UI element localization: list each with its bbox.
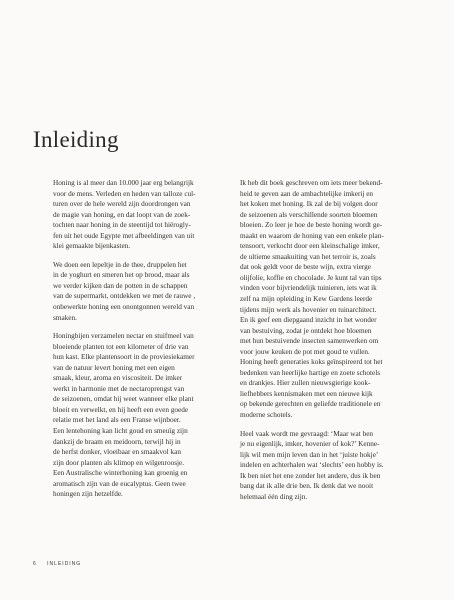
text-line: We doen een lepeltje in de thee, druppelen het xyxy=(53,260,187,269)
text-line: Een lentehoning kan licht goud en smeuïg zijn xyxy=(53,427,188,436)
text-line: Een Australische winterhoning kan groenig en xyxy=(53,469,188,478)
paragraph xyxy=(240,178,423,421)
text-line: je nu eigenlijk, imker, hovenier of kok?’ Kenne- xyxy=(240,440,380,449)
page-number: 6 xyxy=(33,561,37,567)
text-line: Honing heeft generaties koks geïnspireerd tot het xyxy=(240,358,383,367)
text-line: voor de mens. Verleden en heden van talloze cul- xyxy=(53,189,196,198)
text-line: tochten naar honing in de steentijd tot hiërogly- xyxy=(53,221,191,230)
page-footer xyxy=(33,561,81,567)
text-line: turen over de hele wereld zijn doordrongen van xyxy=(53,200,191,209)
text-line: het koken met honing. Ik zal de bij volgen door xyxy=(240,200,378,209)
paragraph xyxy=(240,429,423,503)
text-line: de magie van honing, en dat loopt van de zoek- xyxy=(53,210,191,219)
text-line: aromatisch zijn van de eucalyptus. Geen twee xyxy=(53,479,186,488)
text-line: smaken. xyxy=(53,313,77,322)
text-line: we verder kijken dan de potten in de schappen xyxy=(53,281,188,290)
text-line: van de supermarkt, ontdekken we met de rauwe , xyxy=(53,292,196,301)
text-line: indelen en achterhalen wat ‘slechts’ een hobby is. xyxy=(240,461,384,470)
text-line: onbewerkte honing een onontgonnen wereld van xyxy=(53,303,195,312)
running-head: INLEIDING xyxy=(47,561,82,567)
text-line: hun kast. Elke plantensoort in de proviesiekamer xyxy=(53,353,195,362)
text-line: Ik heb dit boek geschreven om iets meer bekend- xyxy=(240,179,383,187)
text-line: van bestuiving, zodat je ontdekt hoe bloemen xyxy=(240,326,372,335)
text-line: moderne schotels. xyxy=(240,411,293,420)
paragraph xyxy=(53,331,236,500)
text-line: zelf na mijn opleiding in Kew Gardens leerde xyxy=(240,295,373,304)
text-line: olijfolie, koffie en chocolade. Je kunt tal van tips xyxy=(240,273,382,282)
text-line: En ik geef een diepgaand inzicht in het wonder xyxy=(240,316,377,325)
text-line: de seizoenen, omdat hij weet wanneer elke plant xyxy=(53,395,194,404)
text-line: fen uit het oude Egypte met afbeeldingen van uit xyxy=(53,231,195,240)
text-line: Honing is al meer dan 10.000 jaar erg belangrijk xyxy=(53,179,194,187)
text-line: met hun bestuivende insecten samenwerken om xyxy=(240,337,379,346)
text-line: werkt in harmonie met de nectaroprengst van xyxy=(53,384,185,393)
text-line: de herfst donker, vloeibaar en smaakvol kan xyxy=(53,448,181,457)
text-line: en drankjes. Hier zullen nieuwsgierige kook- xyxy=(240,379,371,388)
text-line: dat ook geldt voor de beste wijn, extra vierge xyxy=(240,263,371,272)
text-line: de seizoenen als verschillende soorten bloemen xyxy=(240,210,378,219)
paragraph xyxy=(53,178,236,252)
text-line: vinden voor bijvriendelijk tuinieren, iets wat ik xyxy=(240,284,377,293)
text-line: in de yoghurt en smeren het op brood, maar als xyxy=(53,271,190,280)
text-line: honingen zijn hetzelfde. xyxy=(53,490,123,499)
text-line: relatie met het land als een Franse wijnboer. xyxy=(53,416,181,425)
text-line: bloeiende planten tot een kilometer of drie van xyxy=(53,342,189,351)
left-column xyxy=(53,178,236,508)
text-line: liefhebbers kennismaken met een nieuwe kijk xyxy=(240,389,373,398)
text-line: op bekende gerechten en geliefde traditionele en xyxy=(240,400,381,409)
paragraph xyxy=(53,260,236,323)
text-line: lijk wil men mijn leven dan in het ‘juiste hokje’ xyxy=(240,450,379,459)
text-line: zijn door planten als klimop en wilgenroosje. xyxy=(53,458,185,467)
text-line: van de natuur levert honing met een eigen xyxy=(53,363,175,372)
text-line: bang dat ik alle drie ben. Ik denk dat we nooit xyxy=(240,482,374,491)
text-line: bloeit en verwelkt, en hij heeft een even goede xyxy=(53,405,189,414)
text-line: Ik ben niet het ene zonder het andere, dus ik ben xyxy=(240,471,381,480)
text-line: bloeien. Zo leer je hoe de beste honing wordt ge- xyxy=(240,221,383,230)
text-line: dankzij de braam en meidoorn, terwijl hij in xyxy=(53,437,181,446)
text-line: smaak, kleur, aroma en viscositeit. De imker xyxy=(53,374,183,383)
text-line: heid te geven aan de ambachtelijke imkerij en xyxy=(240,189,374,198)
text-line: Heel vaak wordt me gevraagd: ‘Maar wat ben xyxy=(240,429,374,438)
right-column xyxy=(240,178,423,510)
chapter-title: Inleiding xyxy=(33,127,119,152)
text-line: helemaal één ding zijn. xyxy=(240,492,308,501)
text-line: tijdens mijn werk als hovenier en tuinarchitect. xyxy=(240,305,377,314)
text-line: klei gemaakte bijenkasten. xyxy=(53,242,131,251)
text-line: voor jouw keuken de pot met goud te vullen. xyxy=(240,347,370,356)
text-line: Honingbijen verzamelen nectar en stuifmeel van xyxy=(53,332,194,341)
text-line: de ultieme smaakuiting van het terroir is, zoals xyxy=(240,252,376,261)
text-line: bedenken van heerlijke hartige en zoete schotels xyxy=(240,368,381,377)
text-line: maakt en waarom de honing van een enkele plan- xyxy=(240,231,384,240)
text-line: tensoort, verkocht door een kleinschalige imker, xyxy=(240,242,380,251)
